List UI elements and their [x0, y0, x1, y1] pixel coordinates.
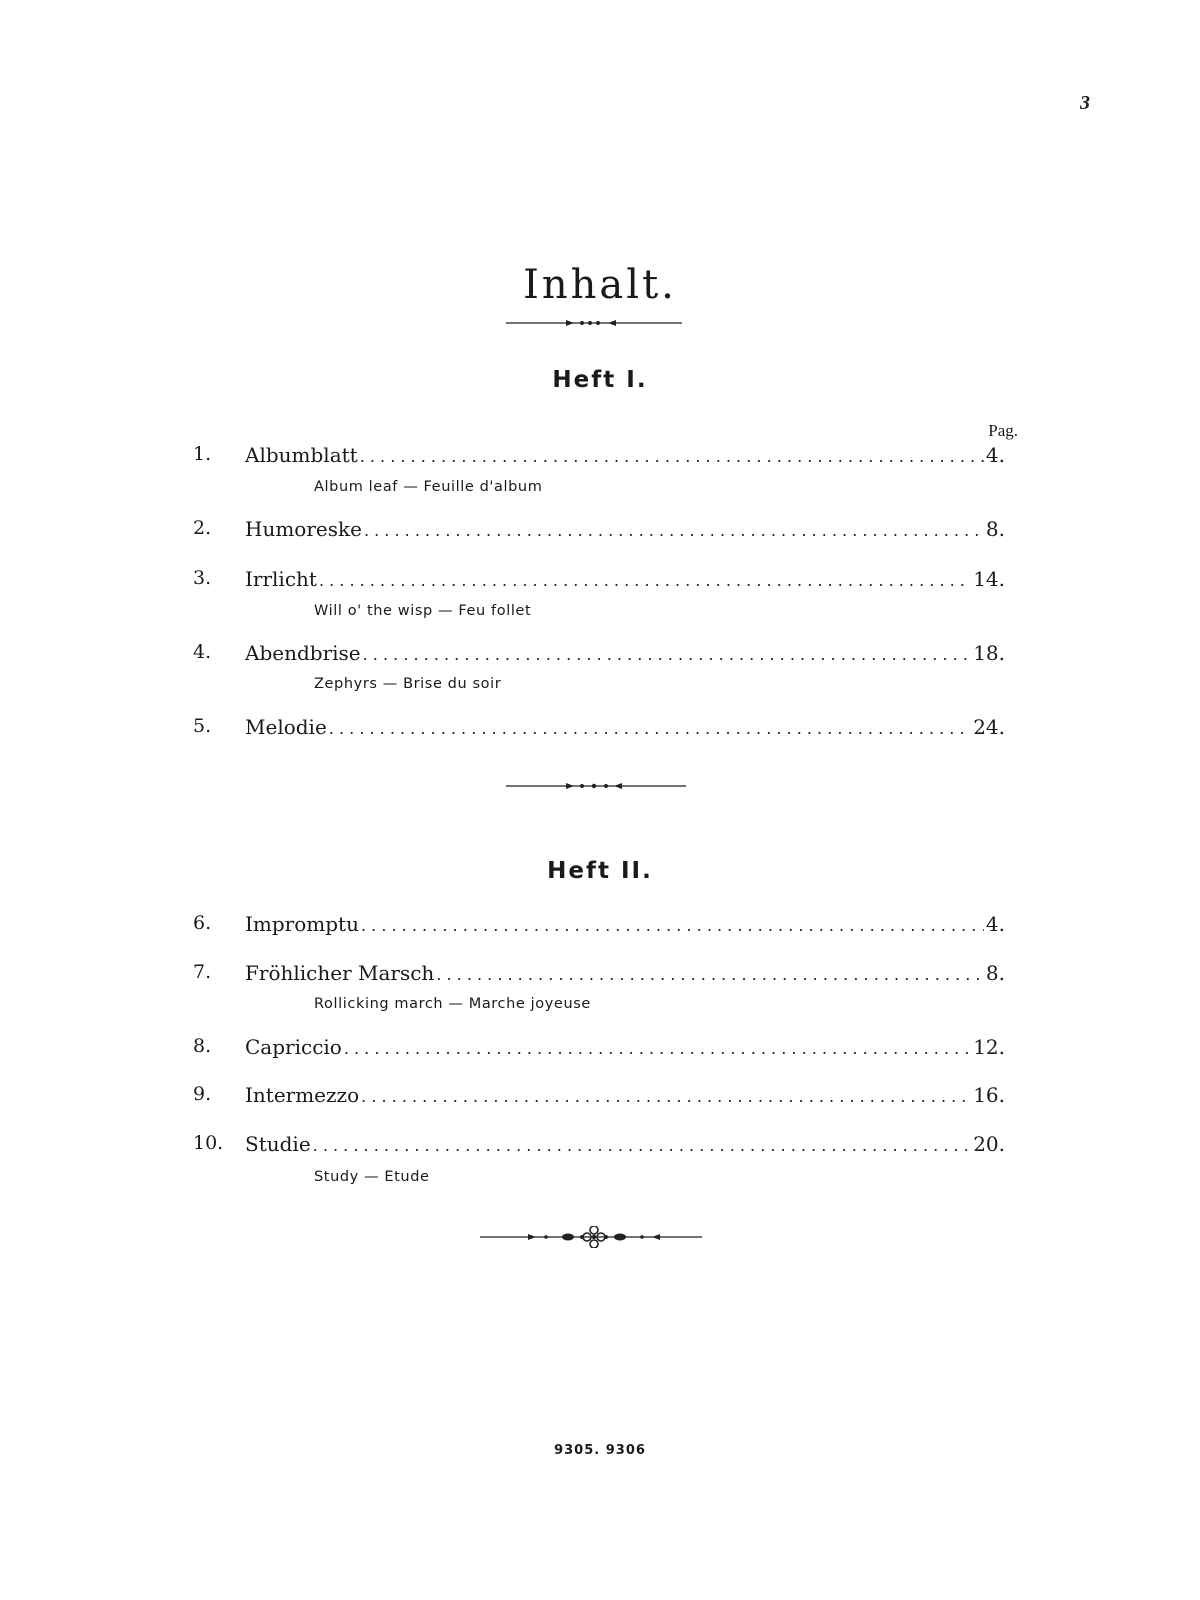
entry-page: 14.	[973, 567, 1005, 591]
toc-entry-9[interactable]	[0, 1083, 1200, 1113]
dot-leader	[436, 965, 984, 984]
entry-subtitle: Rollicking march — Marche joyeuse	[314, 996, 591, 1012]
entry-page: 4.	[985, 912, 1005, 936]
toc-entry-7[interactable]	[0, 961, 1200, 991]
entry-title: Impromptu	[245, 912, 359, 936]
entry-subtitle: Study — Etude	[314, 1169, 430, 1185]
toc-entry-4[interactable]	[0, 641, 1200, 671]
entry-line	[245, 1035, 1005, 1059]
toc-entry-6[interactable]	[0, 912, 1200, 942]
entry-line	[245, 443, 1005, 467]
dot-leader	[364, 521, 984, 540]
entry-title: Intermezzo	[245, 1083, 360, 1107]
page-title: Inhalt.	[523, 262, 677, 308]
entry-title: Capriccio	[245, 1035, 342, 1059]
toc-entry-3[interactable]	[0, 567, 1200, 597]
entry-number: 5.	[193, 715, 212, 737]
toc-entry-8[interactable]	[0, 1035, 1200, 1065]
dot-leader	[363, 645, 972, 664]
heft-2-heading: Heft II.	[547, 858, 653, 884]
page-number: 3	[1080, 92, 1090, 114]
entry-line	[245, 912, 1005, 936]
entry-number: 2.	[193, 517, 212, 539]
entry-page: 18.	[973, 641, 1005, 665]
plate-number: 9305. 9306	[554, 1443, 646, 1458]
entry-subtitle: Album leaf — Feuille d'album	[314, 479, 543, 495]
entry-title: Irrlicht	[245, 567, 317, 591]
toc-entry-2[interactable]	[0, 517, 1200, 547]
entry-number: 10.	[193, 1132, 224, 1154]
entry-subtitle: Will o' the wisp — Feu follet	[314, 603, 532, 619]
entry-title: Abendbrise	[245, 641, 361, 665]
entry-line	[245, 1132, 1005, 1156]
entry-page: 4.	[985, 443, 1005, 467]
entry-line	[245, 961, 1005, 985]
entry-title: Albumblatt	[245, 443, 358, 467]
entry-number: 6.	[193, 912, 212, 934]
entry-line	[245, 715, 1005, 739]
dot-leader	[344, 1039, 971, 1058]
entry-number: 4.	[193, 641, 212, 663]
entry-title: Humoreske	[245, 517, 362, 541]
section-divider-ornament	[0, 779, 1200, 793]
toc-entry-5[interactable]	[0, 715, 1200, 745]
entry-line	[245, 567, 1005, 591]
entry-title: Fröhlicher Marsch	[245, 961, 435, 985]
entry-page: 24.	[973, 715, 1005, 739]
entry-page: 20.	[973, 1132, 1005, 1156]
dot-leader	[360, 447, 984, 466]
entry-number: 3.	[193, 567, 212, 589]
dot-leader	[313, 1136, 972, 1155]
toc-entry-1[interactable]	[0, 443, 1200, 473]
entry-number: 9.	[193, 1083, 212, 1105]
closing-ornament	[0, 1226, 1200, 1248]
entry-page: 8.	[985, 961, 1005, 985]
entry-subtitle: Zephyrs — Brise du soir	[314, 676, 502, 692]
heft-1-heading: Heft I.	[552, 367, 648, 393]
dot-leader	[361, 916, 984, 935]
entry-page: 8.	[985, 517, 1005, 541]
pag-column-label: Pag.	[988, 421, 1018, 440]
entry-line	[245, 517, 1005, 541]
entry-page: 12.	[973, 1035, 1005, 1059]
entry-title: Melodie	[245, 715, 327, 739]
dot-leader	[319, 571, 971, 590]
entry-page: 16.	[973, 1083, 1005, 1107]
dot-leader	[361, 1087, 971, 1106]
entry-line	[245, 1083, 1005, 1107]
toc-entry-10[interactable]	[0, 1132, 1200, 1162]
dot-leader	[329, 719, 971, 738]
title-divider-ornament	[0, 316, 1200, 330]
entry-number: 8.	[193, 1035, 212, 1057]
entry-line	[245, 641, 1005, 665]
entry-title: Studie	[245, 1132, 311, 1156]
entry-number: 1.	[193, 443, 212, 465]
entry-number: 7.	[193, 961, 212, 983]
